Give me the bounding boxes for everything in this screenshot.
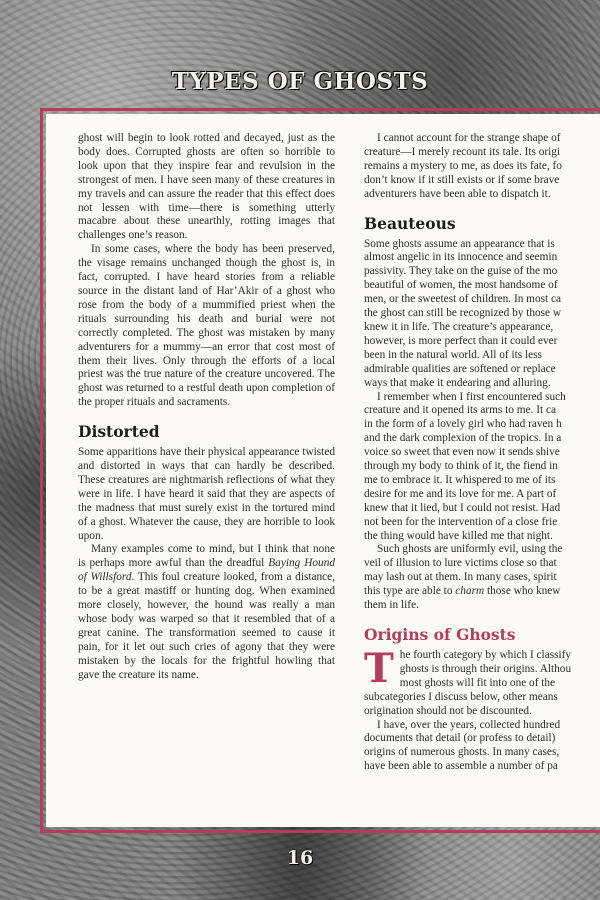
left-column (78, 132, 335, 683)
line: passivity. They take on the guise of the mo (364, 265, 558, 278)
paragraph-corrupted-2: In some cases, where the body has been preserved, the visage remains unchanged though the ghost is, in fact, corrupted. I have heard stories from a reliable source in the distant land of Har’Akir of a ghost who rose from the body of a mummified priest when the rituals surrounding his death and burial were not correctly completed. The ghost was mistaken by many adventurers for a mummy—an error that cost most of them their lives. Only through the efforts of a local priest was the true nature of the creature uncovered. The ghost was returned to a restful death upon completion of the proper rituals and sacraments. (78, 243, 335, 409)
line: remains a mystery to me, as does its fate, fo (364, 159, 562, 172)
line: I have, over the years, collected hundred (377, 718, 561, 731)
line: Such ghosts are uniformly evil, using the (377, 543, 563, 556)
line: not been for the intervention of a close frie (364, 515, 558, 528)
paragraph-beauteous (364, 238, 600, 391)
text-run: Many examples come to mind, but I think that none is perhaps more awful than the dreadful (78, 543, 335, 570)
line: don’t know if it still exists or if some brave (364, 173, 560, 186)
line: adventurers have been able to dispatch it. (364, 187, 551, 200)
text-run: . This foul creature looked, from a distance, to be a great mastiff or hunting dog. When examined more closely, however, the hound was really a man whose body was warped so that it resembled that of a great canine. The transformation seemed to cause it pain, for it let out such cries of agony that they were mistaken by the locals for the frightful howling that gave the creature its name. (78, 571, 336, 681)
line: origins of numerous ghosts. In many cases, (364, 746, 560, 759)
line: through my body to think of it, the fiend in (364, 460, 558, 473)
line: in the form of a lovely girl who had raven h (364, 418, 562, 431)
line: me to embrace it. It whispered to me of its (364, 473, 556, 486)
section-heading-beauteous: Beauteous (364, 213, 456, 233)
text-run: those who knew (484, 585, 561, 598)
paragraph-remember (364, 391, 600, 544)
line: subcategories I discuss below, other means (364, 690, 558, 703)
line: desire for me and its love for me. A part of (364, 487, 557, 500)
emphasis-baying-hound: Baying Hound of Willsford (78, 557, 336, 584)
paragraph-collected (364, 719, 600, 775)
line: creature and it opened its arms to me. It ca (364, 404, 556, 417)
paragraph-intro (364, 132, 600, 202)
line: the ghost can still be recognized by those w (364, 307, 562, 320)
line: have been able to assemble a number of pa (364, 760, 558, 773)
line: knew it in life. The creature’s appearance, (364, 320, 554, 333)
page-title: TYPES OF GHOSTS (171, 68, 429, 95)
drop-cap: T (364, 645, 394, 692)
paragraph-corrupted-1: ghost will begin to look rotted and decayed, just as the body does. Corrupted ghosts are often so horrible to look upon that they inspire fear and revulsion in the strongest of men. I have seen many of these creatures in my travels and can assure the reader that this effect does not lessen with time—there is something utterly macabre about these unearthly, rotting images that challenges one’s reason. (78, 132, 335, 242)
line: I remember when I first encountered such (377, 390, 566, 403)
page-number: 16 (286, 847, 314, 869)
paragraph-origins (364, 645, 600, 719)
line: he fourth category by which I classify (399, 649, 572, 661)
line: beautiful of women, the most handsome of (364, 279, 558, 292)
line: knew that it lied, but I could not resist. Had (364, 501, 561, 514)
section-heading-distorted: Distorted (78, 422, 160, 442)
paragraph-distorted-1: Some apparitions have their physical appearance twisted and distorted in ways that can hardly be described. These creatures are nightmarish reflections of what they were in life. I have heard it said that they are aspects of the madness that must surely exist in the tortured mind of a ghost. Whatever the cause, they are horrible to look upon. (78, 446, 335, 542)
line: men, or the sweetest of children. In most ca (364, 293, 562, 306)
text-run: this type are able to (364, 585, 456, 598)
line: voice so sweet that even now it sends shive (364, 446, 560, 459)
line: been in the natural world. All of its less (364, 348, 542, 361)
line: veil of illusion to lure victims close so that (364, 557, 557, 570)
line: I cannot account for the strange shape of (377, 132, 561, 144)
paragraph-distorted-2 (78, 543, 335, 682)
line: documents that detail (or profess to detail) (364, 732, 556, 745)
line: may lash out at them. In many cases, spirit (364, 571, 557, 584)
paragraph-such-ghosts (364, 543, 600, 613)
line: creature—I merely recount its tale. Its origi (364, 145, 561, 158)
line: origination should not be discounted. (364, 704, 532, 717)
line: admirable qualities are softened or replace (364, 362, 556, 375)
section-heading-origins: Origins of Ghosts (364, 625, 516, 644)
line: them in life. (364, 599, 419, 612)
text-page (46, 114, 600, 827)
line: Some ghosts assume an appearance that is (364, 237, 555, 250)
line (364, 585, 600, 599)
line: most ghosts will fit into one of the (399, 676, 556, 689)
line: ways that make it endearing and alluring. (364, 376, 551, 389)
emphasis-charm: charm (455, 585, 485, 598)
right-column (364, 132, 600, 774)
line: however, is more perfect than it could ever (364, 334, 558, 347)
line: the thing would have killed me that night. (364, 529, 553, 542)
line: ghosts is through their origins. Althou (399, 662, 572, 675)
line: almost angelic in its innocence and seemin (364, 251, 558, 264)
line: and the dark complexion of the tropics. In a (364, 432, 562, 445)
